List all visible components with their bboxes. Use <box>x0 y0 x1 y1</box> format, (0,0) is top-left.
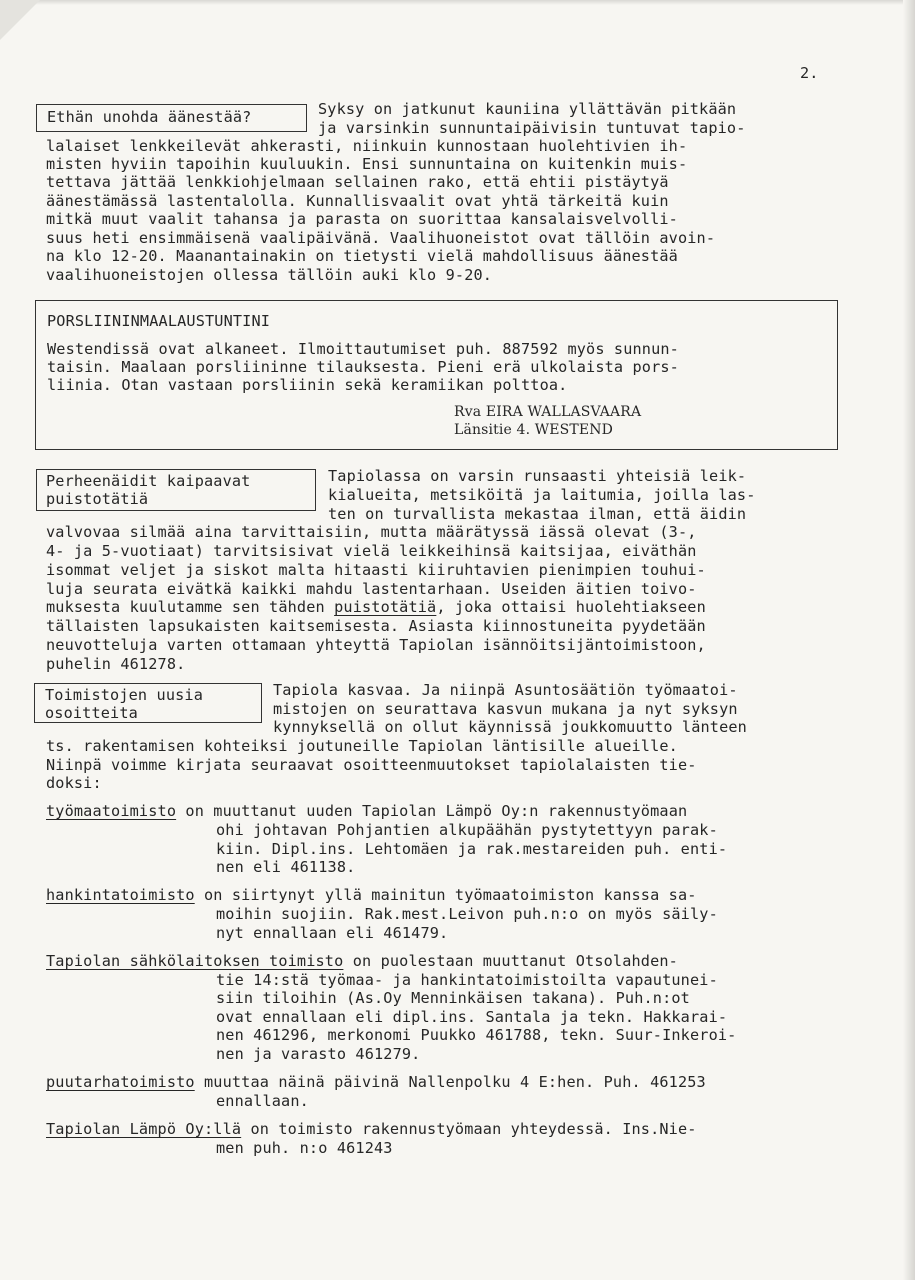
scan-right-edge <box>903 0 915 1280</box>
porcelain-signature-address: Länsitie 4. WESTEND <box>454 422 614 438</box>
office-entry-line: nen 461296, merkonomi Puukko 461788, tekn. Suur-Inkeroi- <box>216 1026 737 1044</box>
office-entry-first-line <box>46 1120 697 1138</box>
offices-line: Niinpä voimme kirjata seuraavat osoitteenmuutokset tapiolalaisten tie- <box>46 756 697 774</box>
office-entry-first-line <box>46 952 678 970</box>
mothers-line: valvovaa silmää aina tarvittaisiin, mutta määrätyssä iässä olevat (3-, <box>46 523 697 541</box>
offices-line: ts. rakentamisen kohteiksi joutuneille Tapiolan läntisille alueille. <box>46 737 678 755</box>
puistotatia-underlined: puistotätiä <box>334 598 437 616</box>
mothers-line: tällaisten lapsukaisten kaitsemisesta. Asiasta kiinnostuneita pyydetään <box>46 617 706 635</box>
vote-heading: Ethän unohda äänestää? <box>47 108 252 126</box>
mothers-line-with-underline <box>46 598 706 616</box>
vote-line: äänestämässä lastentalolla. Kunnallisvaalit ovat yhtä tärkeitä kuin <box>46 192 669 210</box>
office-entry-line: nyt ennallaan eli 461479. <box>216 924 449 942</box>
office-entry-line: tie 14:stä työmaa- ja hankintatoimistoilta vapautunei- <box>216 971 718 989</box>
page-number: 2. <box>800 64 819 82</box>
office-entry-line: men puh. n:o 461243 <box>216 1139 393 1157</box>
office-entry-term: Tapiolan Lämpö Oy:llä <box>46 1120 242 1138</box>
office-entry-term: Tapiolan sähkölaitoksen toimisto <box>46 952 344 970</box>
vote-line: mitkä muut vaalit tahansa ja parasta on suorittaa kansalaisvelvolli- <box>46 210 678 228</box>
office-entry-term: hankintatoimisto <box>46 886 195 904</box>
mothers-line: 4- ja 5-vuotiaat) tarvitsisivat vielä leikkeihinsä kaitsijaa, eiväthän <box>46 542 697 560</box>
office-entry-line: nen ja varasto 461279. <box>216 1045 421 1063</box>
vote-line: na klo 12-20. Maanantainakin on tietysti vielä mahdollisuus äänestää <box>46 247 678 265</box>
mothers-side-line: Tapiolassa on varsin runsaasti yhteisiä leik- <box>328 467 747 485</box>
page-corner-fold <box>0 0 40 40</box>
mothers-line-pre: muksesta kuulutamme sen tähden <box>46 598 335 616</box>
office-entry-first: on siirtynyt yllä mainitun työmaatoimiston kanssa sa- <box>194 886 697 904</box>
office-entry-line: kiin. Dipl.ins. Lehtomäen ja rak.mestareiden puh. enti- <box>216 840 728 858</box>
offices-line: doksi: <box>46 774 102 792</box>
mothers-line-post: , joka ottaisi huolehtiakseen <box>436 598 706 616</box>
mothers-heading-line: Perheenäidit kaipaavat <box>46 472 251 490</box>
offices-heading-line: Toimistojen uusia <box>45 686 203 704</box>
office-entry-term: työmaatoimisto <box>46 802 177 820</box>
office-entry-line: nen eli 461138. <box>216 858 356 876</box>
office-entry-first-line <box>46 886 697 904</box>
office-entry-line: ennallaan. <box>216 1092 309 1110</box>
offices-side-line: mistojen on seurattava kasvun mukana ja nyt syksyn <box>273 700 738 718</box>
offices-side-line: Tapiola kasvaa. Ja niinpä Asuntosäätiön työmaatoi- <box>273 681 738 699</box>
office-entry-line: siin tiloihin (As.Oy Menninkäisen takana). Puh.n:ot <box>216 989 690 1007</box>
mothers-line: luja seurata eivätkä kaikki mahdu lastentarhaan. Useiden äitien toivo- <box>46 580 697 598</box>
vote-line: lalaiset lenkkeilevät ahkerasti, niinkuin kunnostaan huolehtivien ih- <box>46 137 688 155</box>
office-entry-line: ohi johtavan Pohjantien alkupäähän pystytettyyn parak- <box>216 821 718 839</box>
office-entry-first-line <box>46 1073 706 1091</box>
porcelain-signature-name: Rva EIRA WALLASVAARA <box>454 404 642 420</box>
porcelain-line: Westendissä ovat alkaneet. Ilmoittautumiset puh. 887592 myös sunnun- <box>47 340 679 358</box>
office-entry-first: on muuttanut uuden Tapiolan Lämpö Oy:n rakennustyömaan <box>176 802 688 820</box>
mothers-side-line: ten on turvallista mekastaa ilman, että äidin <box>328 505 747 523</box>
office-entry-line: moihin suojiin. Rak.mest.Leivon puh.n:o on myös säily- <box>216 905 718 923</box>
vote-line: misten hyviin tapoihin kuuluukin. Ensi sunnuntaina on kuitenkin muis- <box>46 155 688 173</box>
offices-side-line: kynnyksellä on ollut käynnissä joukkomuutto länteen <box>273 718 747 736</box>
mothers-line: puhelin 461278. <box>46 655 186 673</box>
office-entry-line: ovat ennallaan eli dipl.ins. Santala ja tekn. Hakkarai- <box>216 1008 728 1026</box>
mothers-line: isommat veljet ja siskot malta hitaasti kiiruhtavien pienimpien touhui- <box>46 561 706 579</box>
mothers-side-line: kialueita, metsiköitä ja laitumia, joilla las- <box>328 486 756 504</box>
vote-side-line: Syksy on jatkunut kauniina yllättävän pitkään <box>318 100 737 118</box>
office-entry-term: puutarhatoimisto <box>46 1073 195 1091</box>
scan-top-edge <box>0 0 915 5</box>
office-entry-first: muuttaa näinä päivinä Nallenpolku 4 E:hen. Puh. 461253 <box>194 1073 706 1091</box>
vote-line: vaalihuoneistojen ollessa tällöin auki klo 9-20. <box>46 266 493 284</box>
porcelain-line: taisin. Maalaan porsliininne tilauksesta. Pieni erä ulkolaista pors- <box>47 358 679 376</box>
mothers-line: neuvotteluja varten ottamaan yhteyttä Tapiolan isännöitsijäntoimistoon, <box>46 636 706 654</box>
vote-side-line: ja varsinkin sunnuntaipäivisin tuntuvat tapio- <box>318 119 746 137</box>
mothers-heading-line: puistotätiä <box>46 490 149 508</box>
vote-line: suus heti ensimmäisenä vaalipäivänä. Vaalihuoneistot ovat tällöin avoin- <box>46 229 716 247</box>
office-entry-first: on puolestaan muuttanut Otsolahden- <box>343 952 678 970</box>
office-entry-first-line <box>46 802 687 820</box>
offices-heading-line: osoitteita <box>45 704 138 722</box>
porcelain-heading: PORSLIININMAALAUSTUNTINI <box>47 312 271 330</box>
office-entry-first: on toimisto rakennustyömaan yhteydessä. Ins.Nie- <box>241 1120 697 1138</box>
vote-line: tettava jättää lenkkiohjelmaan sellainen rako, että ehtii pistäytyä <box>46 173 669 191</box>
porcelain-line: liinia. Otan vastaan porsliinin sekä keramiikan polttoa. <box>47 376 568 394</box>
